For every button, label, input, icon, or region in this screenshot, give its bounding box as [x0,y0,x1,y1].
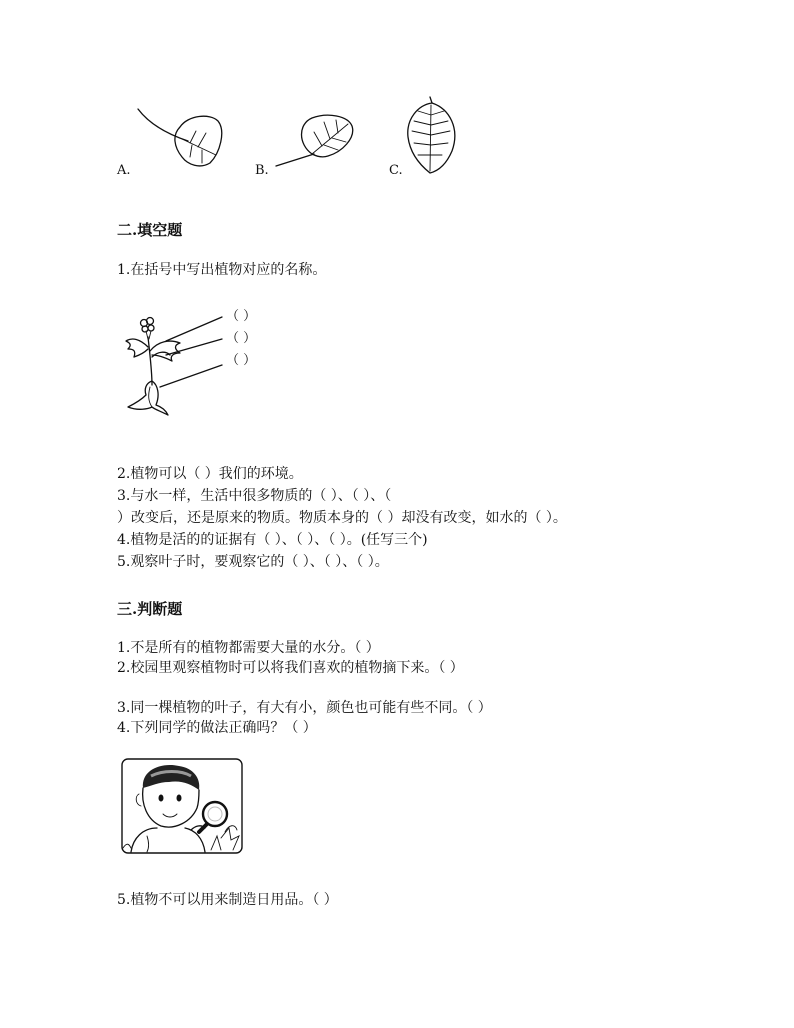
question-2-2: 2.植物可以（ ）我们的环境。 [117,466,303,482]
question-2-1: 1.在括号中写出植物对应的名称。 [117,262,327,278]
question-2-3-line1: 3.与水一样，生活中很多物质的（ ）、（ ）、（ [117,488,392,504]
question-3-3: 3.同一棵植物的叶子，有大有小，颜色也可能有些不同。（ ） [117,700,492,716]
question-2-5: 5.观察叶子时，要观察它的（ ）、（ ）、（ ）。 [117,554,389,570]
leaf-a-label: A. [117,163,131,178]
section-title-judgement: 三.判断题 [117,600,183,618]
question-3-5: 5.植物不可以用来制造日用品。（ ） [117,892,338,908]
question-3-2: 2.校园里观察植物时可以将我们喜欢的植物摘下来。（ ） [117,660,464,676]
plant-blank-1[interactable]: （ ） [226,309,257,324]
question-3-4: 4.下列同学的做法正确吗？（ ） [117,720,317,736]
question-3-1: 1.不是所有的植物都需要大量的水分。（ ） [117,640,380,656]
question-2-4: 4.植物是活的的证据有（ ）、（ ）、（ ）。(任写三个) [117,532,428,548]
section-title-fill-blank: 二.填空题 [117,221,183,239]
leaf-b-label: B. [255,163,269,178]
plant-blank-2[interactable]: （ ） [226,331,257,346]
plant-blank-3[interactable]: （ ） [226,353,257,368]
leaf-b-image [268,112,368,172]
leaf-c-image [400,95,470,177]
question-2-3-line2: ）改变后，还是原来的物质。物质本身的（ ）却没有改变，如水的（ ）。 [117,510,567,526]
leaf-a-image [130,105,230,175]
boy-magnifier-illustration [121,758,243,854]
plant-diagram [118,315,238,415]
leaf-c-label: C. [389,163,403,178]
